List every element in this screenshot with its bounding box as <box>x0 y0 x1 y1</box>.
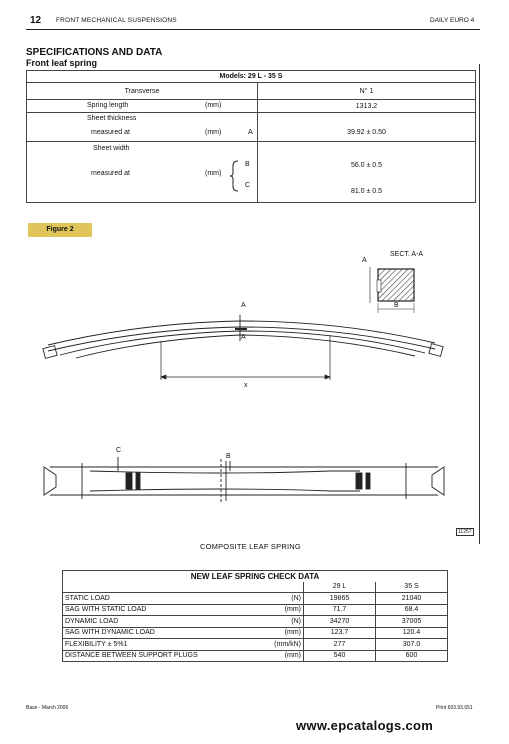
table-row <box>63 593 448 605</box>
thickness-measured-label: measured at <box>91 129 130 136</box>
leaf-number: N° 1 <box>258 83 476 100</box>
row-label: DISTANCE BETWEEN SUPPORT PLUGS <box>63 650 238 662</box>
width-point-c: C <box>245 182 251 189</box>
width-measured-label: measured at <box>91 170 130 177</box>
section-label: SECT. A-A <box>390 251 424 258</box>
thickness-value-cell <box>258 113 476 142</box>
row-value-29l: 277 <box>304 639 376 651</box>
row-label: STATIC LOAD <box>63 593 238 605</box>
spring-length-cell <box>27 100 258 113</box>
row-label: SAG WITH STATIC LOAD <box>63 604 238 616</box>
table-row <box>63 627 448 639</box>
spring-length-label: Spring length <box>87 102 129 109</box>
row-value-29l: 71.7 <box>304 604 376 616</box>
cut-mark-a-top: A <box>241 302 246 309</box>
figure-label: Figure 2 <box>28 223 92 237</box>
table-row <box>63 616 448 628</box>
section-heading: FRONT MECHANICAL SUSPENSIONS <box>56 17 177 24</box>
check-col-35s: 35 S <box>376 582 448 593</box>
check-header-unit-blank <box>237 582 304 593</box>
footer-edition: Base - March 2006 <box>26 705 69 711</box>
thickness-unit: (mm) <box>205 129 222 136</box>
width-brace-icon <box>230 160 240 192</box>
width-label: Sheet width <box>93 145 130 152</box>
product-name: DAILY EURO 4 <box>430 17 475 24</box>
top-mark-b: B <box>226 453 231 460</box>
row-unit: (mm) <box>237 627 304 639</box>
spec-title: SPECIFICATIONS AND DATA <box>26 47 163 58</box>
row-value-29l: 34270 <box>304 616 376 628</box>
spec-table <box>26 70 476 203</box>
row-value-35s: 37005 <box>376 616 448 628</box>
check-title: NEW LEAF SPRING CHECK DATA <box>63 571 448 582</box>
figure-code: 11257 <box>458 529 472 535</box>
thickness-value: 39.92 ± 0.50 <box>347 129 386 136</box>
footer-print-code: Print 603.93.651 <box>436 705 473 711</box>
width-cell <box>27 142 258 203</box>
row-value-35s: 68.4 <box>376 604 448 616</box>
figure-caption: COMPOSITE LEAF SPRING <box>200 542 301 551</box>
leaf-spring-drawing <box>30 245 480 535</box>
section-mark-a: A <box>362 257 367 264</box>
row-value-35s: 21040 <box>376 593 448 605</box>
row-label: DYNAMIC LOAD <box>63 616 238 628</box>
thickness-point: A <box>248 129 253 136</box>
section-aa-detail <box>370 267 414 313</box>
row-unit: (N) <box>237 593 304 605</box>
check-header-blank <box>63 582 238 593</box>
transverse-label: Transverse <box>27 83 258 100</box>
top-mark-c: C <box>116 447 122 454</box>
table-row <box>63 650 448 662</box>
dimension-x-label: x <box>244 382 248 389</box>
width-unit: (mm) <box>205 170 222 177</box>
table-row <box>63 639 448 651</box>
models-header: Models: 29 L - 35 S <box>27 71 476 83</box>
section-mark-b: B <box>394 302 399 309</box>
dimension-x <box>161 335 330 380</box>
row-unit: (mm) <box>237 650 304 662</box>
page-number: 12 <box>30 15 42 26</box>
check-data-table <box>62 570 448 662</box>
spec-subtitle: Front leaf spring <box>26 58 98 68</box>
thickness-label: Sheet thickness <box>87 115 137 122</box>
thickness-cell <box>27 113 258 142</box>
row-label: SAG WITH DYNAMIC LOAD <box>63 627 238 639</box>
width-value-cell <box>258 142 476 203</box>
row-value-29l: 123.7 <box>304 627 376 639</box>
spring-length-unit: (mm) <box>205 102 222 109</box>
watermark-url[interactable]: www.epcatalogs.com <box>296 718 434 733</box>
width-value-b: 56.0 ± 0.5 <box>350 162 383 169</box>
row-unit: (mm/kN) <box>237 639 304 651</box>
row-value-35s: 600 <box>376 650 448 662</box>
row-unit: (N) <box>237 616 304 628</box>
row-value-35s: 307.0 <box>376 639 448 651</box>
row-value-29l: 540 <box>304 650 376 662</box>
check-col-29l: 29 L <box>304 582 376 593</box>
row-value-35s: 120.4 <box>376 627 448 639</box>
width-value-c: 81.0 ± 0.5 <box>350 188 383 195</box>
row-unit: (mm) <box>237 604 304 616</box>
row-label: FLEXIBILITY ± 5%1 <box>63 639 238 651</box>
row-value-29l: 19865 <box>304 593 376 605</box>
header-rule <box>26 29 480 30</box>
table-row <box>63 604 448 616</box>
spring-length-value: 1313.2 <box>258 100 476 113</box>
width-point-b: B <box>245 161 250 168</box>
spring-top-view <box>44 457 444 503</box>
cut-mark-a-bottom: A <box>241 334 246 341</box>
